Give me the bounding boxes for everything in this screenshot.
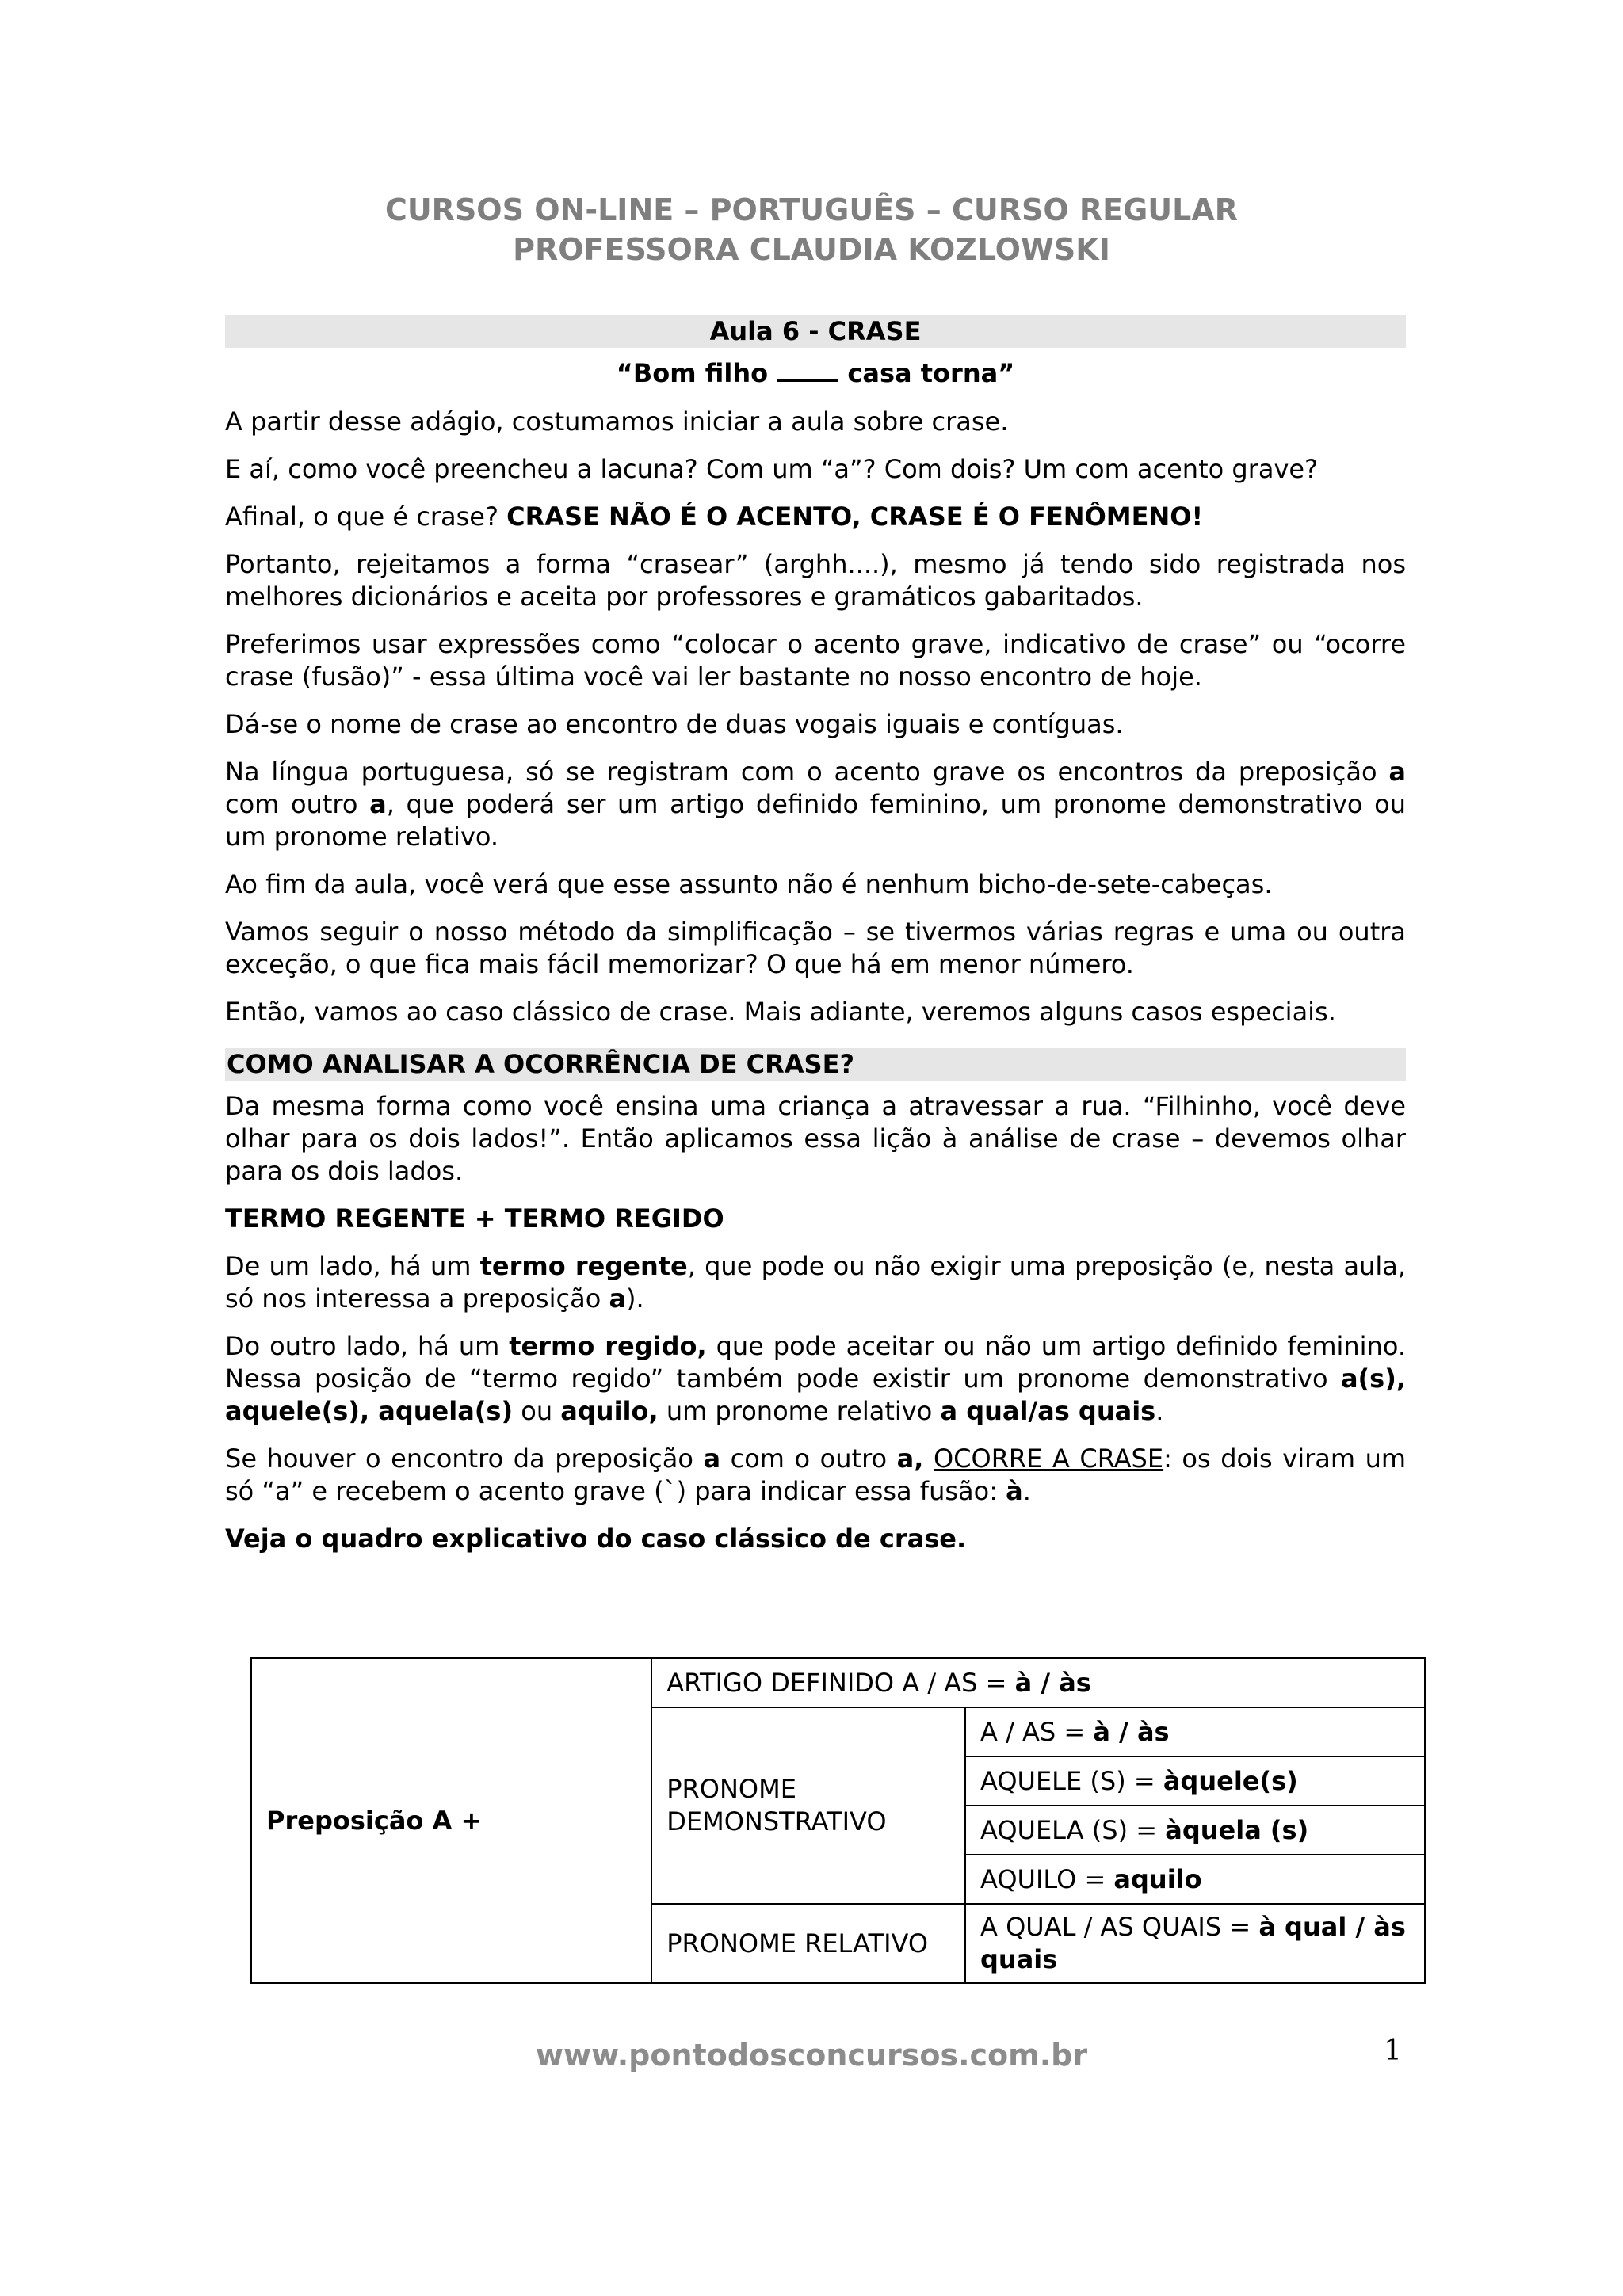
emphasis: a qual/as quais: [940, 1396, 1156, 1426]
paragraph-11: Da mesma forma como você ensina uma criança a atravessar a rua. “Filhinho, você deve olhar para os dois lados!”. Então aplicamos essa lição à análise de crase – devemos olhar para os dois lados.: [225, 1091, 1406, 1186]
demo-cell: [965, 1756, 1425, 1806]
paragraph-7: [225, 756, 1406, 853]
text: um pronome relativo: [658, 1396, 941, 1426]
document-header: [0, 190, 1623, 269]
article-label: ARTIGO DEFINIDO A / AS =: [666, 1667, 1015, 1698]
footer-url: www.pontodosconcursos.com.br: [535, 2038, 1088, 2073]
text: De um lado, há um: [225, 1251, 480, 1281]
preposition-cell: [251, 1658, 651, 1983]
emphasis: a: [703, 1444, 721, 1474]
text: , que poderá ser um artigo definido feminino, um pronome demonstrativo ou um pronome relativo.: [225, 789, 1407, 852]
paragraph-8: Ao fim da aula, você verá que esse assunto não é nenhum bicho-de-sete-cabeças.: [225, 869, 1273, 899]
text: que pode aceitar ou não um artigo definido feminino. Nessa posição de “termo regido” também pode existir um pronome demonstrativo: [225, 1331, 1407, 1394]
relative-label: A QUAL / AS QUAIS =: [980, 1912, 1259, 1942]
emphasis: a: [1388, 757, 1406, 787]
paragraph-6: Dá-se o nome de crase ao encontro de duas vogais iguais e contíguas.: [225, 709, 1124, 739]
paragraph-13: [225, 1330, 1406, 1428]
lesson-title: Aula 6 - CRASE: [225, 315, 1406, 348]
text: Afinal, o que é crase?: [225, 502, 507, 532]
emphasis: CRASE NÃO É O ACENTO, CRASE É O FENÔMENO!: [506, 502, 1204, 532]
emphasis: termo regido,: [509, 1331, 707, 1361]
demo-label: A / AS =: [980, 1716, 1094, 1747]
table-row: [251, 1658, 1425, 1707]
paragraph-1: A partir desse adágio, costumamos iniciar a aula sobre crase.: [225, 406, 1009, 437]
page-number: 1: [1384, 2035, 1402, 2067]
emphasis: termo regente: [479, 1251, 688, 1281]
demo-value: àquela (s): [1165, 1814, 1309, 1845]
underlined-text: OCORRE A CRASE: [933, 1444, 1164, 1474]
demo-label: AQUILO =: [980, 1863, 1114, 1894]
text: Na língua portuguesa, só se registram com o acento grave os encontros da preposição: [225, 757, 1389, 787]
relative-cell: PRONOME RELATIVO: [651, 1904, 965, 1983]
article-value: à / às: [1014, 1667, 1091, 1698]
emphasis: Veja o quadro explicativo do caso clássico de crase.: [225, 1524, 967, 1554]
text: : os dois viram um só “a” e recebem o acento grave (`) para indicar essa fusão:: [225, 1444, 1407, 1506]
crase-table: [250, 1657, 1426, 1984]
relative-value: à qual / às quais: [980, 1912, 1406, 1974]
text: com o outro: [720, 1444, 897, 1474]
emphasis: a: [369, 789, 387, 819]
paragraph-15: [225, 1523, 1406, 1555]
epigraph: [225, 357, 1406, 390]
demo-value: à / às: [1093, 1716, 1170, 1747]
text: .: [1155, 1396, 1164, 1426]
text: com outro: [225, 789, 370, 819]
text: Se houver o encontro da preposição: [225, 1444, 704, 1474]
epigraph-blank: [777, 359, 838, 382]
demo-cell: [965, 1707, 1425, 1756]
paragraph-9: Vamos seguir o nosso método da simplificação – se tivermos várias regras e uma ou outra exceção, o que fica mais fácil memorizar? O que há em menor número.: [225, 917, 1406, 979]
text: Do outro lado, há um: [225, 1331, 510, 1361]
emphasis: a,: [896, 1444, 924, 1474]
section-title: COMO ANALISAR A OCORRÊNCIA DE CRASE?: [225, 1048, 1406, 1081]
article-cell: [651, 1658, 1425, 1707]
text: ).: [626, 1283, 644, 1314]
paragraph-12: [225, 1250, 1406, 1315]
text: , que pode ou não exigir uma preposição (e, nesta aula, só nos interessa a preposição: [225, 1251, 1407, 1314]
text: [923, 1444, 934, 1474]
header-professor: PROFESSORA CLAUDIA KOZLOWSKI: [513, 232, 1110, 267]
subtitle: [225, 1203, 1406, 1235]
paragraph-14: [225, 1443, 1406, 1508]
subtitle-text: TERMO REGENTE + TERMO REGIDO: [225, 1203, 724, 1234]
demo-value: àquele(s): [1163, 1765, 1298, 1796]
demonstrative-cell: PRONOME DEMONSTRATIVO: [651, 1707, 965, 1904]
emphasis: a(s), aquele(s), aquela(s): [225, 1363, 1406, 1426]
preposition-label: Preposição A +: [266, 1805, 483, 1836]
demo-cell: [965, 1855, 1425, 1904]
emphasis: aquilo,: [560, 1396, 659, 1426]
lesson-content: [225, 315, 1406, 1570]
text: ou: [513, 1396, 561, 1426]
demo-cell: [965, 1806, 1425, 1855]
paragraph-4: Portanto, rejeitamos a forma “crasear” (arghh....), mesmo já tendo sido registrada nos melhores dicionários e aceita por professores e gramáticos gabaritados.: [225, 549, 1406, 612]
epigraph-end: casa torna”: [847, 358, 1015, 388]
epigraph-start: “Bom filho: [616, 358, 769, 388]
demo-label: AQUELE (S) =: [980, 1765, 1163, 1796]
header-course-title: CURSOS ON-LINE – PORTUGUÊS – CURSO REGULAR: [384, 193, 1239, 227]
demo-label: AQUELA (S) =: [980, 1814, 1166, 1845]
text: .: [1022, 1476, 1031, 1506]
emphasis: à: [1006, 1476, 1023, 1506]
paragraph-10: Então, vamos ao caso clássico de crase. Mais adiante, veremos alguns casos especiais.: [225, 997, 1336, 1027]
paragraph-2: E aí, como você preencheu a lacuna? Com um “a”? Com dois? Um com acento grave?: [225, 454, 1319, 484]
demo-value: aquilo: [1113, 1863, 1202, 1894]
emphasis: a: [609, 1283, 627, 1314]
paragraph-5: Preferimos usar expressões como “colocar o acento grave, indicativo de crase” ou “ocorre crase (fusão)” - essa última você vai ler bastante no nosso encontro de hoje.: [225, 629, 1406, 692]
paragraph-3: [225, 501, 1406, 533]
relative-value-cell: [965, 1904, 1425, 1983]
